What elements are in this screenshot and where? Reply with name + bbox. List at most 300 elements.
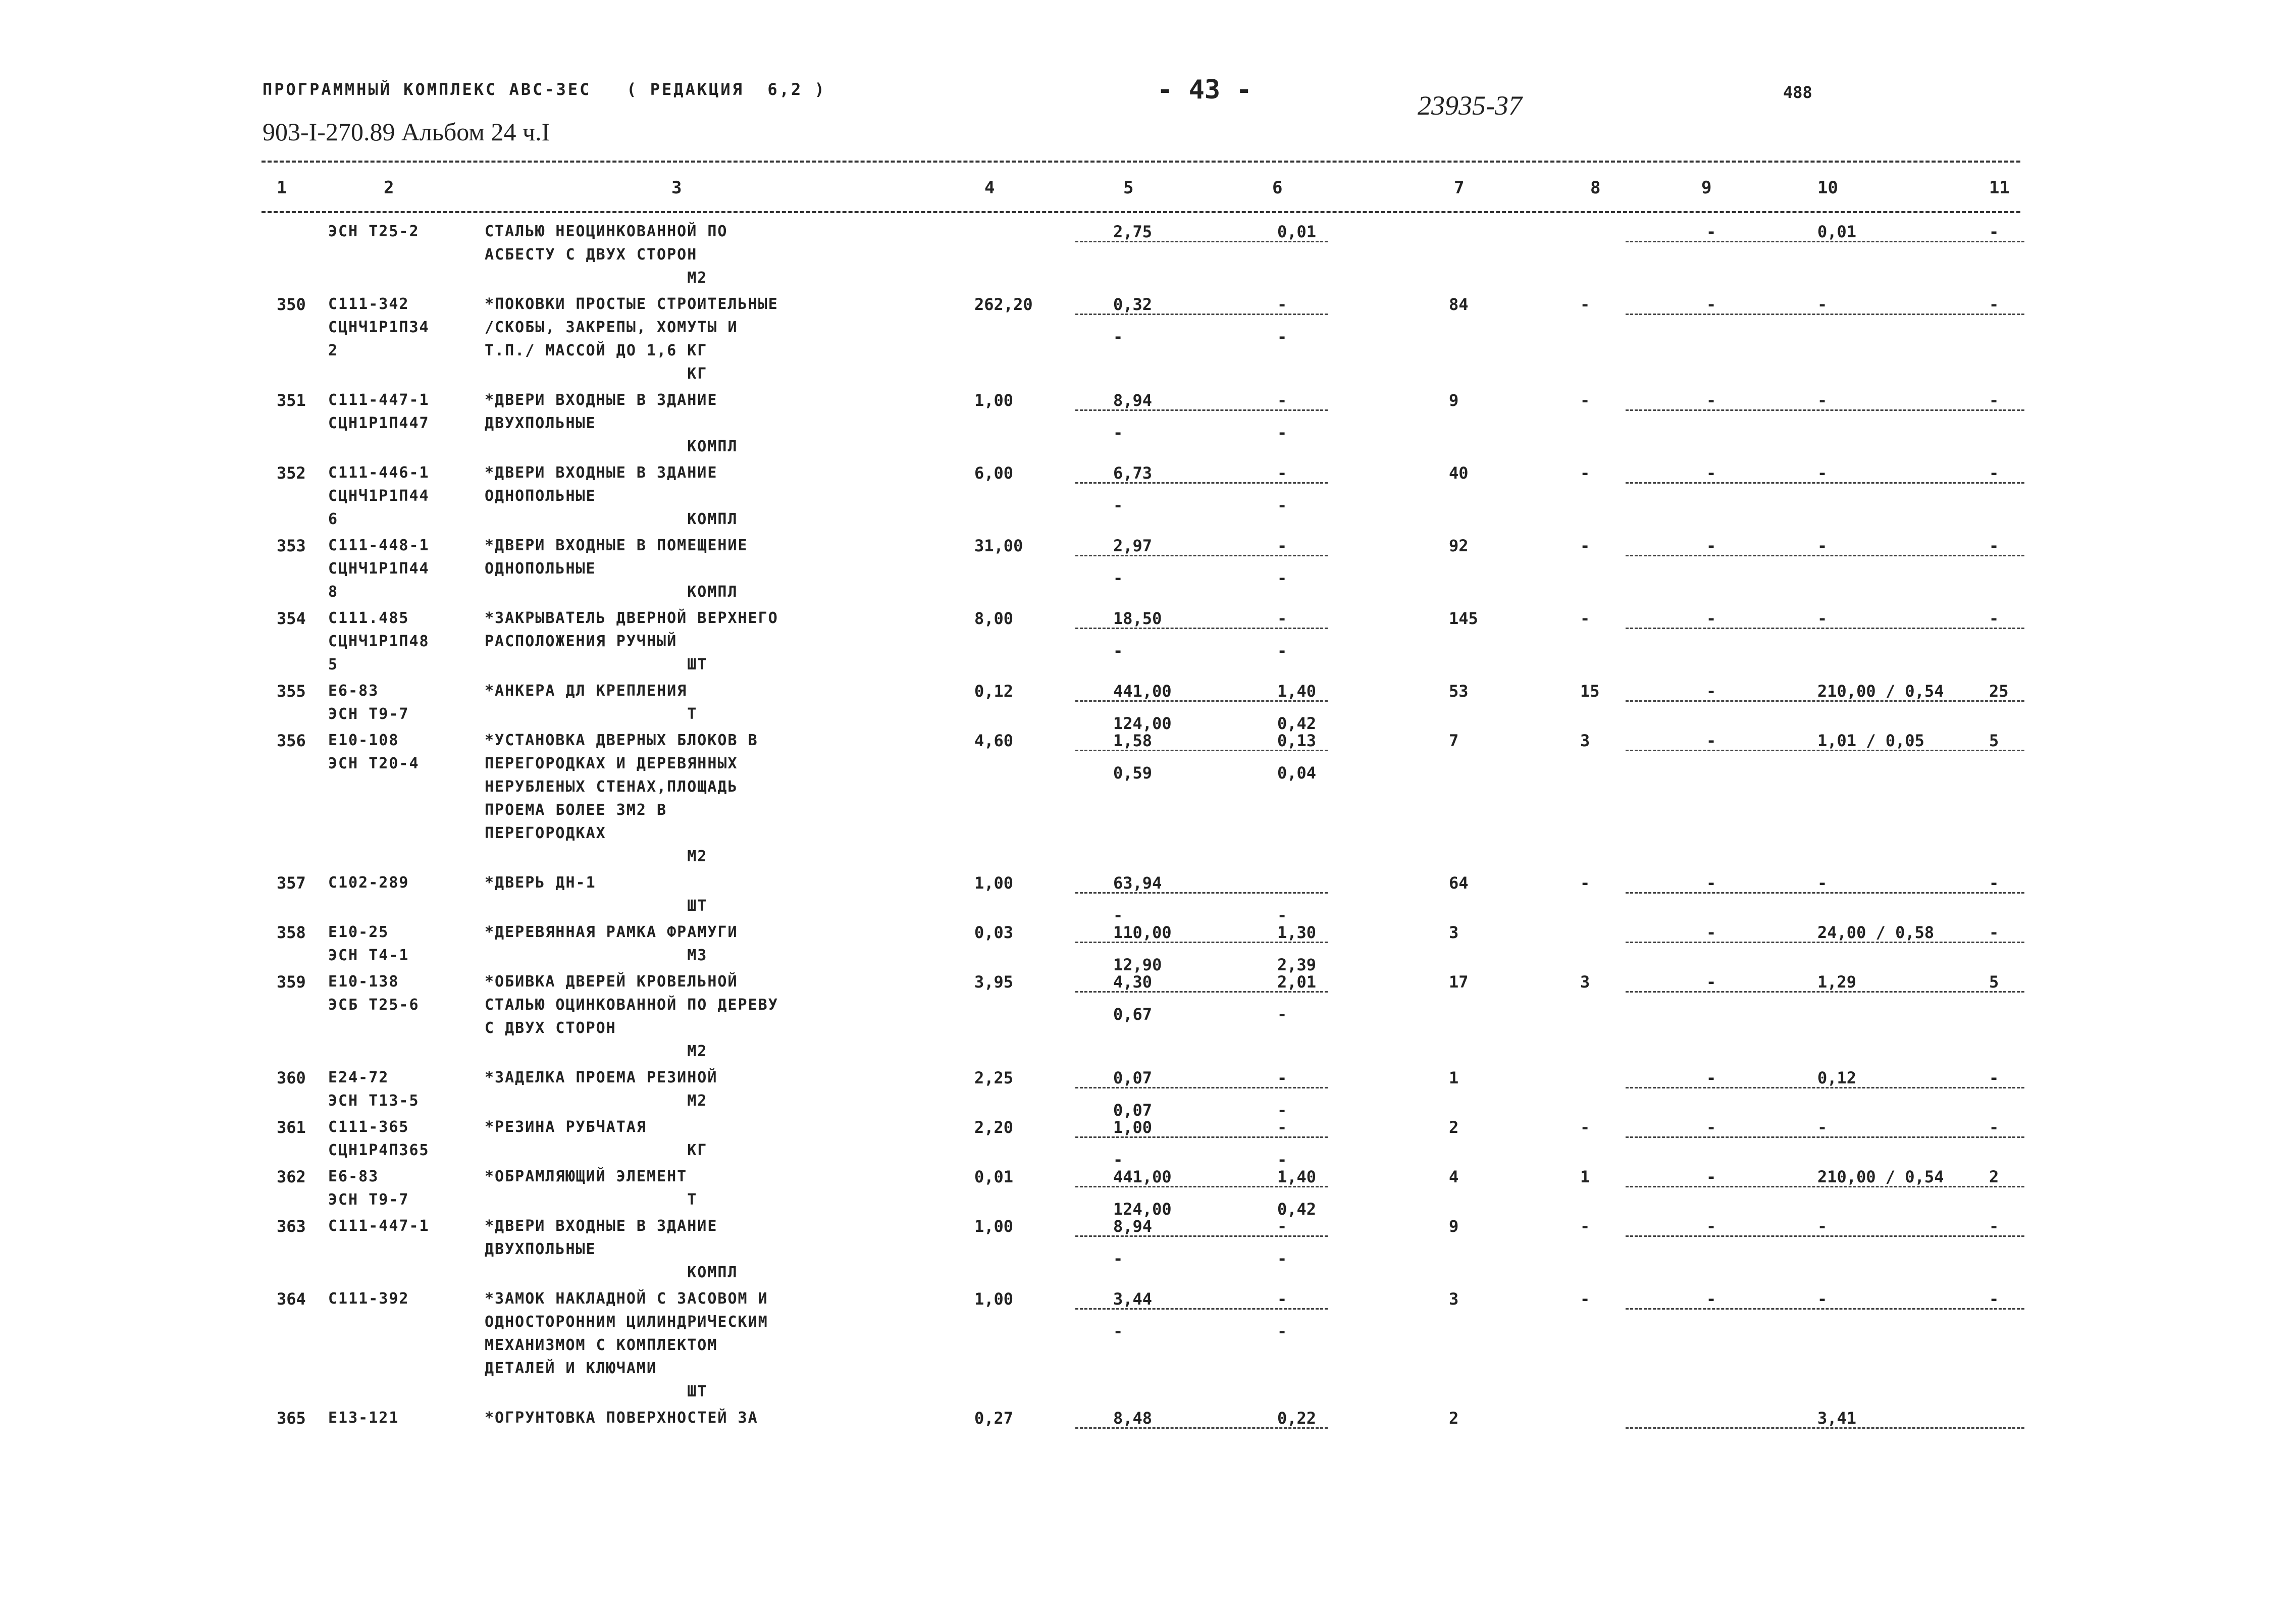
quantity: 2,25 bbox=[974, 1068, 1014, 1087]
col-11: - bbox=[1989, 536, 1999, 555]
col-11: - bbox=[1989, 609, 1999, 628]
wage-cost: - bbox=[1277, 1322, 1287, 1341]
dashed-divider bbox=[1626, 409, 2024, 411]
column-header-4: 4 bbox=[984, 178, 995, 198]
col-10: - bbox=[1817, 1118, 1828, 1137]
col-11: 5 bbox=[1989, 972, 1999, 992]
total-cost: 84 bbox=[1449, 295, 1469, 314]
sheet-number: 488 bbox=[1783, 83, 1812, 102]
total-cost: 17 bbox=[1449, 972, 1469, 992]
unit-cost: - bbox=[1113, 906, 1123, 925]
quantity: 3,95 bbox=[974, 972, 1014, 992]
work-description: ПЕРЕГОРОДКАХ bbox=[485, 824, 606, 842]
wage-cost: 1,40 bbox=[1277, 682, 1317, 701]
wage-cost: - bbox=[1277, 1217, 1287, 1236]
work-description: СТАЛЬЮ НЕОЦИНКОВАННОЙ ПО bbox=[485, 223, 728, 240]
wage-cost: - bbox=[1277, 1249, 1287, 1269]
dashed-divider bbox=[1075, 482, 1328, 484]
unit-cost: 0,59 bbox=[1113, 763, 1153, 783]
col-10: - bbox=[1817, 536, 1828, 555]
row-number: 361 bbox=[277, 1118, 306, 1137]
column-header-2: 2 bbox=[384, 178, 394, 198]
dashed-divider bbox=[1075, 700, 1328, 702]
row-number: 350 bbox=[277, 295, 306, 314]
resource-code-extra: ЭСБ Т25-6 bbox=[328, 996, 420, 1014]
row-number: 352 bbox=[277, 463, 306, 483]
col-10: 3,41 bbox=[1817, 1409, 1857, 1428]
dashed-divider bbox=[1626, 750, 2024, 751]
work-description: КОМПЛ bbox=[485, 438, 738, 455]
dashed-divider bbox=[1626, 991, 2024, 993]
col-9: - bbox=[1706, 463, 1716, 483]
col-10: - bbox=[1817, 1289, 1828, 1309]
work-description: КОМПЛ bbox=[485, 510, 738, 528]
wage-cost: - bbox=[1277, 1101, 1287, 1120]
work-description: *ОБРАМЛЯЮЩИЙ ЭЛЕМЕНТ bbox=[485, 1168, 688, 1185]
col-8: - bbox=[1580, 1217, 1590, 1236]
quantity: 4,60 bbox=[974, 731, 1014, 750]
col-9: - bbox=[1706, 295, 1716, 314]
col-11: - bbox=[1989, 1289, 1999, 1309]
column-header-10: 10 bbox=[1817, 178, 1838, 198]
wage-cost: 1,40 bbox=[1277, 1167, 1317, 1186]
work-description: *УСТАНОВКА ДВЕРНЫХ БЛОКОВ В bbox=[485, 732, 758, 749]
dashed-divider bbox=[1075, 1427, 1328, 1429]
wage-cost: 0,22 bbox=[1277, 1409, 1317, 1428]
dashed-divider bbox=[1075, 628, 1328, 629]
col-8: - bbox=[1580, 463, 1590, 483]
quantity: 0,12 bbox=[974, 682, 1014, 701]
resource-code: ЭСН Т25-2 bbox=[328, 223, 420, 240]
unit-cost: 0,07 bbox=[1113, 1101, 1153, 1120]
wage-cost: - bbox=[1277, 463, 1287, 483]
wage-cost: - bbox=[1277, 496, 1287, 515]
wage-cost: 1,30 bbox=[1277, 923, 1317, 942]
unit-cost: 124,00 bbox=[1113, 714, 1172, 734]
resource-code-extra: 2 bbox=[328, 342, 339, 359]
total-cost: 9 bbox=[1449, 391, 1459, 410]
unit-cost: 1,58 bbox=[1113, 731, 1153, 750]
resource-code: С111-392 bbox=[328, 1290, 409, 1308]
wage-cost: - bbox=[1277, 1150, 1287, 1170]
unit-cost: 8,94 bbox=[1113, 1217, 1153, 1236]
work-description: *РЕЗИНА РУБЧАТАЯ bbox=[485, 1118, 647, 1136]
work-description: ПРОЕМА БОЛЕЕ 3М2 В bbox=[485, 801, 667, 819]
resource-code: Е10-138 bbox=[328, 973, 399, 991]
wage-cost: 0,04 bbox=[1277, 763, 1317, 783]
total-cost: 1 bbox=[1449, 1068, 1459, 1087]
work-description: *ДВЕРЬ ДН-1 bbox=[485, 874, 596, 892]
wage-cost: - bbox=[1277, 391, 1287, 410]
dashed-divider bbox=[1075, 555, 1328, 556]
row-number: 365 bbox=[277, 1409, 306, 1428]
col-9: - bbox=[1706, 1217, 1716, 1236]
work-description: *ПОКОВКИ ПРОСТЫЕ СТРОИТЕЛЬНЫЕ bbox=[485, 295, 778, 313]
row-number: 359 bbox=[277, 972, 306, 992]
unit-cost: - bbox=[1113, 496, 1123, 515]
column-header-11: 11 bbox=[1989, 178, 2010, 198]
wage-cost: - bbox=[1277, 423, 1287, 443]
dashed-divider bbox=[1626, 482, 2024, 484]
dashed-divider bbox=[1626, 241, 2024, 242]
total-cost: 7 bbox=[1449, 731, 1459, 750]
dashed-divider bbox=[1626, 1136, 2024, 1138]
wage-cost: - bbox=[1277, 1289, 1287, 1309]
work-description: ДЕТАЛЕЙ И КЛЮЧАМИ bbox=[485, 1360, 657, 1377]
col-10: - bbox=[1817, 1217, 1828, 1236]
total-cost: 2 bbox=[1449, 1409, 1459, 1428]
quantity: 0,03 bbox=[974, 923, 1014, 942]
resource-code-extra: 5 bbox=[328, 656, 339, 673]
work-description: СТАЛЬЮ ОЦИНКОВАННОЙ ПО ДЕРЕВУ bbox=[485, 996, 778, 1014]
row-number: 354 bbox=[277, 609, 306, 628]
unit-cost: 4,30 bbox=[1113, 972, 1153, 992]
work-description: КОМПЛ bbox=[485, 1264, 738, 1281]
wage-cost: - bbox=[1277, 906, 1287, 925]
unit-cost: - bbox=[1113, 641, 1123, 661]
dashed-divider bbox=[1075, 1136, 1328, 1138]
work-description: ДВУХПОЛЬНЫЕ bbox=[485, 1240, 596, 1258]
work-description: ОДНОПОЛЬНЫЕ bbox=[485, 487, 596, 505]
total-cost: 92 bbox=[1449, 536, 1469, 555]
unit-cost: - bbox=[1113, 568, 1123, 588]
unit-cost: - bbox=[1113, 1322, 1123, 1341]
wage-cost: - bbox=[1277, 1005, 1287, 1024]
work-description: *АНКЕРА ДЛ КРЕПЛЕНИЯ bbox=[485, 682, 688, 700]
resource-code: С111-447-1 bbox=[328, 1217, 430, 1235]
col-11: - bbox=[1989, 873, 1999, 893]
work-description: *ДЕРЕВЯННАЯ РАМКА ФРАМУГИ bbox=[485, 923, 738, 941]
dashed-divider bbox=[1626, 1186, 2024, 1187]
dashed-divider bbox=[1075, 314, 1328, 315]
quantity: 1,00 bbox=[974, 1289, 1014, 1309]
column-header-5: 5 bbox=[1123, 178, 1134, 198]
unit-cost: - bbox=[1113, 423, 1123, 443]
work-description: *ОГРУНТОВКА ПОВЕРХНОСТЕЙ ЗА bbox=[485, 1409, 758, 1427]
wage-cost: - bbox=[1277, 609, 1287, 628]
work-description: ШТ bbox=[485, 897, 708, 915]
col-8: 3 bbox=[1580, 731, 1590, 750]
resource-code: С102-289 bbox=[328, 874, 409, 892]
total-cost: 2 bbox=[1449, 1118, 1459, 1137]
quantity: 0,01 bbox=[974, 1167, 1014, 1186]
quantity: 262,20 bbox=[974, 295, 1033, 314]
unit-cost: 6,73 bbox=[1113, 463, 1153, 483]
dashed-divider bbox=[1626, 1087, 2024, 1088]
col-9: - bbox=[1706, 609, 1716, 628]
wage-cost: - bbox=[1277, 1068, 1287, 1087]
row-number: 364 bbox=[277, 1289, 306, 1309]
col-9: - bbox=[1706, 222, 1716, 241]
resource-code-extra: СЦНЧ1Р1П48 bbox=[328, 633, 430, 650]
dashed-divider bbox=[1075, 409, 1328, 411]
wage-cost: 2,39 bbox=[1277, 955, 1317, 975]
unit-cost: - bbox=[1113, 1150, 1123, 1170]
col-9: - bbox=[1706, 972, 1716, 992]
resource-code-extra: ЭСН Т9-7 bbox=[328, 705, 409, 723]
work-description: КОМПЛ bbox=[485, 583, 738, 601]
col-9: - bbox=[1706, 682, 1716, 701]
dashed-divider bbox=[1075, 892, 1328, 894]
dashed-divider bbox=[1626, 314, 2024, 315]
wage-cost: - bbox=[1277, 295, 1287, 314]
col-10: - bbox=[1817, 873, 1828, 893]
work-description: М2 bbox=[485, 848, 708, 865]
unit-cost: 12,90 bbox=[1113, 955, 1162, 975]
album-title: 903-I-270.89 Альбом 24 ч.I bbox=[263, 118, 550, 146]
col-10: 1,29 bbox=[1817, 972, 1857, 992]
col-11: - bbox=[1989, 295, 1999, 314]
quantity: 31,00 bbox=[974, 536, 1023, 555]
col-10: 1,01 / 0,05 bbox=[1817, 731, 1924, 750]
column-header-7: 7 bbox=[1454, 178, 1465, 198]
resource-code: Е10-108 bbox=[328, 732, 399, 749]
total-cost: 3 bbox=[1449, 1289, 1459, 1309]
unit-cost: 8,94 bbox=[1113, 391, 1153, 410]
total-cost: 9 bbox=[1449, 1217, 1459, 1236]
total-cost: 53 bbox=[1449, 682, 1469, 701]
table-header-rule bbox=[262, 211, 2020, 213]
col-9: - bbox=[1706, 873, 1716, 893]
resource-code-extra: ЭСН Т13-5 bbox=[328, 1092, 420, 1110]
row-number: 356 bbox=[277, 731, 306, 750]
col-8: - bbox=[1580, 391, 1590, 410]
resource-code-extra: 8 bbox=[328, 583, 339, 601]
work-description: С ДВУХ СТОРОН bbox=[485, 1019, 616, 1037]
col-10: 0,12 bbox=[1817, 1068, 1857, 1087]
resource-code-extra: ЭСН Т20-4 bbox=[328, 755, 420, 772]
row-number: 353 bbox=[277, 536, 306, 555]
col-9: - bbox=[1706, 1118, 1716, 1137]
resource-code: Е13-121 bbox=[328, 1409, 399, 1427]
quantity: 6,00 bbox=[974, 463, 1014, 483]
quantity: 1,00 bbox=[974, 391, 1014, 410]
col-8: 15 bbox=[1580, 682, 1600, 701]
quantity: 8,00 bbox=[974, 609, 1014, 628]
resource-code-extra: СЦН1Р1П447 bbox=[328, 414, 430, 432]
resource-code: Е24-72 bbox=[328, 1069, 389, 1086]
work-description: РАСПОЛОЖЕНИЯ РУЧНЫЙ bbox=[485, 633, 677, 650]
col-11: - bbox=[1989, 1118, 1999, 1137]
col-10: 210,00 / 0,54 bbox=[1817, 682, 1944, 701]
resource-code-extra: СЦНЧ1Р1П34 bbox=[328, 319, 430, 336]
resource-code: Е6-83 bbox=[328, 1168, 379, 1185]
column-header-6: 6 bbox=[1272, 178, 1283, 198]
work-description: *ДВЕРИ ВХОДНЫЕ В ЗДАНИЕ bbox=[485, 1217, 718, 1235]
col-11: 2 bbox=[1989, 1167, 1999, 1186]
col-8: 3 bbox=[1580, 972, 1590, 992]
dashed-divider bbox=[1626, 700, 2024, 702]
work-description: МЕХАНИЗМОМ С КОМПЛЕКТОМ bbox=[485, 1336, 718, 1354]
column-header-1: 1 bbox=[277, 178, 287, 198]
col-8: - bbox=[1580, 295, 1590, 314]
unit-cost: 1,00 bbox=[1113, 1118, 1153, 1137]
unit-cost: 2,97 bbox=[1113, 536, 1153, 555]
work-description: *ДВЕРИ ВХОДНЫЕ В ЗДАНИЕ bbox=[485, 391, 718, 409]
dashed-divider bbox=[1075, 942, 1328, 943]
work-description: М2 bbox=[485, 269, 708, 287]
column-header-9: 9 bbox=[1701, 178, 1712, 198]
row-number: 360 bbox=[277, 1068, 306, 1087]
work-description: М2 bbox=[485, 1043, 708, 1060]
col-9: - bbox=[1706, 923, 1716, 942]
unit-cost: - bbox=[1113, 1249, 1123, 1269]
unit-cost: 63,94 bbox=[1113, 873, 1162, 893]
work-description: М3 bbox=[485, 947, 708, 964]
col-10: - bbox=[1817, 463, 1828, 483]
col-8: - bbox=[1580, 609, 1590, 628]
col-9: - bbox=[1706, 1068, 1716, 1087]
unit-cost: 441,00 bbox=[1113, 1167, 1172, 1186]
column-header-3: 3 bbox=[671, 178, 682, 198]
total-cost: 145 bbox=[1449, 609, 1478, 628]
row-number: 355 bbox=[277, 682, 306, 701]
col-11: - bbox=[1989, 1068, 1999, 1087]
dashed-divider bbox=[1626, 1308, 2024, 1310]
work-description: ОДНОСТОРОННИМ ЦИЛИНДРИЧЕСКИМ bbox=[485, 1313, 768, 1331]
dashed-divider bbox=[1075, 1235, 1328, 1237]
dashed-divider bbox=[1626, 555, 2024, 556]
work-description: *ДВЕРИ ВХОДНЫЕ В ПОМЕЩЕНИЕ bbox=[485, 537, 748, 554]
col-8: - bbox=[1580, 1289, 1590, 1309]
work-description: /СКОБЫ, ЗАКРЕПЫ, ХОМУТЫ И bbox=[485, 319, 738, 336]
dashed-divider bbox=[1075, 1308, 1328, 1310]
unit-cost: 124,00 bbox=[1113, 1200, 1172, 1219]
resource-code: С111-448-1 bbox=[328, 537, 430, 554]
work-description: М2 bbox=[485, 1092, 708, 1110]
wage-cost: 0,42 bbox=[1277, 1200, 1317, 1219]
row-number: 357 bbox=[277, 873, 306, 893]
work-description: *ЗАДЕЛКА ПРОЕМА РЕЗИНОЙ bbox=[485, 1069, 718, 1086]
unit-cost: 3,44 bbox=[1113, 1289, 1153, 1309]
resource-code-extra: СЦНЧ1Р1П44 bbox=[328, 560, 430, 578]
work-description: ШТ bbox=[485, 656, 708, 673]
resource-code: С111-342 bbox=[328, 295, 409, 313]
resource-code-extra: ЭСН Т9-7 bbox=[328, 1191, 409, 1209]
wage-cost: 0,01 bbox=[1277, 222, 1317, 241]
wage-cost: - bbox=[1277, 568, 1287, 588]
quantity: 0,27 bbox=[974, 1409, 1014, 1428]
col-11: - bbox=[1989, 1217, 1999, 1236]
wage-cost: - bbox=[1277, 327, 1287, 347]
dashed-divider bbox=[1075, 241, 1328, 242]
unit-cost: 0,32 bbox=[1113, 295, 1153, 314]
resource-code: С111.485 bbox=[328, 609, 409, 627]
col-9: - bbox=[1706, 536, 1716, 555]
work-description: КГ bbox=[485, 365, 708, 383]
col-11: - bbox=[1989, 923, 1999, 942]
resource-code-extra: СЦН1Р4П365 bbox=[328, 1141, 430, 1159]
work-description: Т bbox=[485, 705, 698, 723]
column-header-8: 8 bbox=[1590, 178, 1601, 198]
work-description: *ЗАМОК НАКЛАДНОЙ С ЗАСОВОМ И bbox=[485, 1290, 768, 1308]
wage-cost: - bbox=[1277, 1118, 1287, 1137]
unit-cost: - bbox=[1113, 327, 1123, 347]
resource-code-extra: СЦНЧ1Р1П44 bbox=[328, 487, 430, 505]
work-description: *ОБИВКА ДВЕРЕЙ КРОВЕЛЬНОЙ bbox=[485, 973, 738, 991]
quantity: 2,20 bbox=[974, 1118, 1014, 1137]
dashed-divider bbox=[1626, 1427, 2024, 1429]
dashed-divider bbox=[1075, 1087, 1328, 1088]
col-9: - bbox=[1706, 1289, 1716, 1309]
col-11: - bbox=[1989, 391, 1999, 410]
unit-cost: 110,00 bbox=[1113, 923, 1172, 942]
col-11: - bbox=[1989, 463, 1999, 483]
dashed-divider bbox=[1075, 1186, 1328, 1187]
dashed-divider bbox=[1075, 750, 1328, 751]
row-number: 362 bbox=[277, 1167, 306, 1186]
col-11: - bbox=[1989, 222, 1999, 241]
col-11: 25 bbox=[1989, 682, 2009, 701]
col-10: 24,00 / 0,58 bbox=[1817, 923, 1935, 942]
work-description: ДВУХПОЛЬНЫЕ bbox=[485, 414, 596, 432]
row-number: 363 bbox=[277, 1217, 306, 1236]
unit-cost: 0,07 bbox=[1113, 1068, 1153, 1087]
total-cost: 64 bbox=[1449, 873, 1469, 893]
unit-cost: 18,50 bbox=[1113, 609, 1162, 628]
dashed-divider bbox=[1626, 1235, 2024, 1237]
unit-cost: 441,00 bbox=[1113, 682, 1172, 701]
resource-code: С111-365 bbox=[328, 1118, 409, 1136]
resource-code-extra: ЭСН Т4-1 bbox=[328, 947, 409, 964]
col-11: 5 bbox=[1989, 731, 1999, 750]
work-description: ПЕРЕГОРОДКАХ И ДЕРЕВЯННЫХ bbox=[485, 755, 738, 772]
dashed-divider bbox=[1626, 942, 2024, 943]
work-description: КГ bbox=[485, 1141, 708, 1159]
dashed-divider bbox=[1626, 628, 2024, 629]
work-description: *ДВЕРИ ВХОДНЫЕ В ЗДАНИЕ bbox=[485, 464, 718, 482]
wage-cost: - bbox=[1277, 641, 1287, 661]
unit-cost: 0,67 bbox=[1113, 1005, 1153, 1024]
program-header: ПРОГРАММНЫЙ КОМПЛЕКС АВС-ЗЕС ( РЕДАКЦИЯ 6,2 ) bbox=[263, 80, 826, 99]
wage-cost: 2,01 bbox=[1277, 972, 1317, 992]
col-8: - bbox=[1580, 536, 1590, 555]
resource-code: Е6-83 bbox=[328, 682, 379, 700]
col-10: - bbox=[1817, 609, 1828, 628]
col-10: - bbox=[1817, 391, 1828, 410]
work-description: *ЗАКРЫВАТЕЛЬ ДВЕРНОЙ ВЕРХНЕГО bbox=[485, 609, 778, 627]
unit-cost: 2,75 bbox=[1113, 222, 1153, 241]
col-10: 210,00 / 0,54 bbox=[1817, 1167, 1944, 1186]
row-number: 358 bbox=[277, 923, 306, 942]
total-cost: 4 bbox=[1449, 1167, 1459, 1186]
resource-code: С111-446-1 bbox=[328, 464, 430, 482]
resource-code: С111-447-1 bbox=[328, 391, 430, 409]
col-8: - bbox=[1580, 1118, 1590, 1137]
work-description: ОДНОПОЛЬНЫЕ bbox=[485, 560, 596, 578]
total-cost: 3 bbox=[1449, 923, 1459, 942]
wage-cost: 0,13 bbox=[1277, 731, 1317, 750]
work-description: НЕРУБЛЕНЫХ СТЕНАХ,ПЛОЩАДЬ bbox=[485, 778, 738, 796]
wage-cost: 0,42 bbox=[1277, 714, 1317, 734]
work-description: Т bbox=[485, 1191, 698, 1209]
doc-number: 23935-37 bbox=[1418, 90, 1522, 121]
col-8: 1 bbox=[1580, 1167, 1590, 1186]
resource-code: Е10-25 bbox=[328, 923, 389, 941]
page-number: - 43 - bbox=[1157, 75, 1252, 105]
col-9: - bbox=[1706, 1167, 1716, 1186]
work-description: Т.П./ МАССОЙ ДО 1,6 КГ bbox=[485, 342, 708, 359]
dashed-divider bbox=[1626, 892, 2024, 894]
table-top-rule bbox=[262, 161, 2020, 163]
dashed-divider bbox=[1075, 991, 1328, 993]
work-description: АСБЕСТУ С ДВУХ СТОРОН bbox=[485, 246, 698, 264]
unit-cost: 8,48 bbox=[1113, 1409, 1153, 1428]
col-10: 0,01 bbox=[1817, 222, 1857, 241]
row-number: 351 bbox=[277, 391, 306, 410]
col-9: - bbox=[1706, 391, 1716, 410]
quantity: 1,00 bbox=[974, 873, 1014, 893]
